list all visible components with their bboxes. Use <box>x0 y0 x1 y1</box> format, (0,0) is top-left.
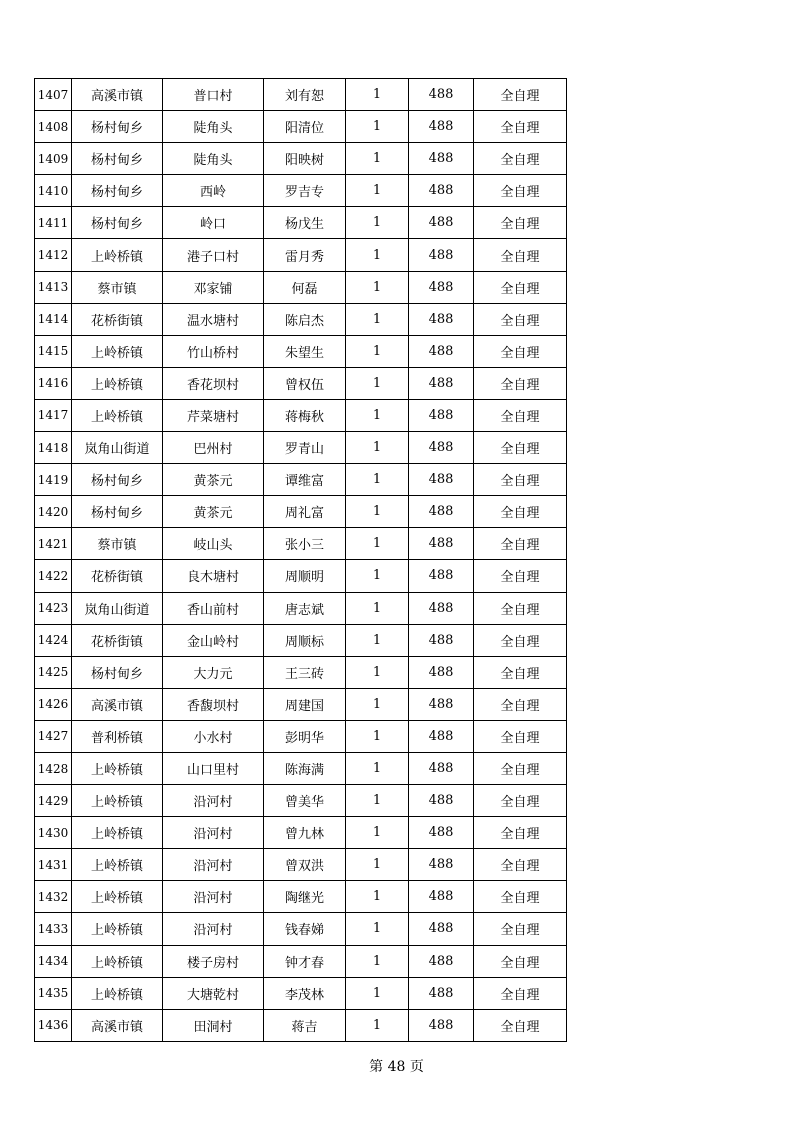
cell-serial-number: 1426 <box>35 688 72 720</box>
cell-amount: 488 <box>409 624 474 656</box>
cell-count: 1 <box>346 175 409 207</box>
cell-village: 竹山桥村 <box>163 335 264 367</box>
cell-township: 上岭桥镇 <box>72 849 163 881</box>
cell-village: 金山岭村 <box>163 624 264 656</box>
cell-name: 张小三 <box>264 528 346 560</box>
table-row <box>35 111 567 143</box>
cell-serial-number: 1415 <box>35 335 72 367</box>
cell-count: 1 <box>346 399 409 431</box>
cell-count: 1 <box>346 271 409 303</box>
table-row <box>35 913 567 945</box>
cell-amount: 488 <box>409 849 474 881</box>
cell-name: 李茂林 <box>264 977 346 1009</box>
cell-care-type: 全自理 <box>474 592 567 624</box>
cell-name: 阳清位 <box>264 111 346 143</box>
cell-amount: 488 <box>409 496 474 528</box>
cell-name: 钟才春 <box>264 945 346 977</box>
cell-township: 杨村甸乡 <box>72 464 163 496</box>
cell-count: 1 <box>346 464 409 496</box>
cell-village: 巴州村 <box>163 432 264 464</box>
cell-serial-number: 1419 <box>35 464 72 496</box>
cell-serial-number: 1435 <box>35 977 72 1009</box>
cell-village: 香花坝村 <box>163 367 264 399</box>
cell-township: 上岭桥镇 <box>72 367 163 399</box>
table-row <box>35 303 567 335</box>
cell-serial-number: 1414 <box>35 303 72 335</box>
cell-township: 杨村甸乡 <box>72 656 163 688</box>
cell-count: 1 <box>346 367 409 399</box>
cell-care-type: 全自理 <box>474 271 567 303</box>
cell-name: 陈海满 <box>264 752 346 784</box>
cell-care-type: 全自理 <box>474 303 567 335</box>
table-row <box>35 752 567 784</box>
table-row <box>35 175 567 207</box>
cell-care-type: 全自理 <box>474 881 567 913</box>
cell-count: 1 <box>346 1009 409 1041</box>
cell-serial-number: 1420 <box>35 496 72 528</box>
cell-amount: 488 <box>409 367 474 399</box>
cell-village: 良木塘村 <box>163 560 264 592</box>
cell-count: 1 <box>346 528 409 560</box>
table-row <box>35 977 567 1009</box>
cell-name: 周顺标 <box>264 624 346 656</box>
cell-township: 高溪市镇 <box>72 1009 163 1041</box>
cell-count: 1 <box>346 945 409 977</box>
table-row <box>35 1009 567 1041</box>
cell-village: 港子口村 <box>163 239 264 271</box>
cell-care-type: 全自理 <box>474 367 567 399</box>
cell-care-type: 全自理 <box>474 464 567 496</box>
page-number: 第 48 页 <box>369 1059 424 1075</box>
cell-count: 1 <box>346 881 409 913</box>
cell-serial-number: 1413 <box>35 271 72 303</box>
table-row <box>35 785 567 817</box>
cell-village: 沿河村 <box>163 881 264 913</box>
cell-name: 陈启杰 <box>264 303 346 335</box>
cell-township: 高溪市镇 <box>72 79 163 111</box>
cell-serial-number: 1429 <box>35 785 72 817</box>
cell-township: 普利桥镇 <box>72 720 163 752</box>
cell-village: 黄茶元 <box>163 496 264 528</box>
cell-count: 1 <box>346 624 409 656</box>
records-table <box>34 78 567 1042</box>
cell-count: 1 <box>346 913 409 945</box>
cell-care-type: 全自理 <box>474 656 567 688</box>
cell-serial-number: 1423 <box>35 592 72 624</box>
table-row <box>35 271 567 303</box>
cell-count: 1 <box>346 656 409 688</box>
cell-amount: 488 <box>409 977 474 1009</box>
cell-amount: 488 <box>409 945 474 977</box>
cell-township: 杨村甸乡 <box>72 207 163 239</box>
cell-care-type: 全自理 <box>474 945 567 977</box>
table-row <box>35 496 567 528</box>
cell-township: 上岭桥镇 <box>72 239 163 271</box>
table-row <box>35 881 567 913</box>
cell-name: 刘有恕 <box>264 79 346 111</box>
cell-name: 蒋吉 <box>264 1009 346 1041</box>
cell-village: 沿河村 <box>163 849 264 881</box>
cell-serial-number: 1433 <box>35 913 72 945</box>
cell-care-type: 全自理 <box>474 720 567 752</box>
cell-amount: 488 <box>409 303 474 335</box>
cell-name: 陶继光 <box>264 881 346 913</box>
cell-name: 雷月秀 <box>264 239 346 271</box>
cell-amount: 488 <box>409 656 474 688</box>
cell-township: 岚角山街道 <box>72 592 163 624</box>
table-row <box>35 945 567 977</box>
cell-amount: 488 <box>409 111 474 143</box>
cell-amount: 488 <box>409 399 474 431</box>
cell-count: 1 <box>346 79 409 111</box>
cell-serial-number: 1421 <box>35 528 72 560</box>
table-row <box>35 656 567 688</box>
cell-name: 周顺明 <box>264 560 346 592</box>
cell-care-type: 全自理 <box>474 528 567 560</box>
cell-amount: 488 <box>409 335 474 367</box>
cell-amount: 488 <box>409 528 474 560</box>
cell-amount: 488 <box>409 720 474 752</box>
table-row <box>35 367 567 399</box>
cell-count: 1 <box>346 977 409 1009</box>
cell-care-type: 全自理 <box>474 849 567 881</box>
cell-name: 蒋梅秋 <box>264 399 346 431</box>
cell-serial-number: 1422 <box>35 560 72 592</box>
cell-amount: 488 <box>409 785 474 817</box>
cell-count: 1 <box>346 720 409 752</box>
table-row <box>35 464 567 496</box>
cell-serial-number: 1409 <box>35 143 72 175</box>
table-row <box>35 207 567 239</box>
cell-count: 1 <box>346 817 409 849</box>
cell-count: 1 <box>346 111 409 143</box>
cell-village: 沿河村 <box>163 785 264 817</box>
cell-serial-number: 1418 <box>35 432 72 464</box>
cell-village: 邓家铺 <box>163 271 264 303</box>
cell-amount: 488 <box>409 464 474 496</box>
cell-serial-number: 1430 <box>35 817 72 849</box>
cell-township: 蔡市镇 <box>72 271 163 303</box>
table-row <box>35 720 567 752</box>
cell-township: 上岭桥镇 <box>72 399 163 431</box>
cell-care-type: 全自理 <box>474 207 567 239</box>
cell-serial-number: 1425 <box>35 656 72 688</box>
cell-township: 上岭桥镇 <box>72 913 163 945</box>
cell-amount: 488 <box>409 592 474 624</box>
cell-name: 杨戊生 <box>264 207 346 239</box>
cell-amount: 488 <box>409 271 474 303</box>
cell-name: 周建国 <box>264 688 346 720</box>
cell-village: 沿河村 <box>163 913 264 945</box>
cell-township: 上岭桥镇 <box>72 785 163 817</box>
cell-count: 1 <box>346 496 409 528</box>
cell-township: 杨村甸乡 <box>72 175 163 207</box>
cell-care-type: 全自理 <box>474 977 567 1009</box>
cell-care-type: 全自理 <box>474 111 567 143</box>
cell-count: 1 <box>346 239 409 271</box>
cell-village: 普口村 <box>163 79 264 111</box>
cell-care-type: 全自理 <box>474 785 567 817</box>
cell-township: 杨村甸乡 <box>72 111 163 143</box>
cell-village: 黄茶元 <box>163 464 264 496</box>
cell-care-type: 全自理 <box>474 175 567 207</box>
cell-village: 沿河村 <box>163 817 264 849</box>
cell-township: 上岭桥镇 <box>72 977 163 1009</box>
cell-serial-number: 1417 <box>35 399 72 431</box>
table-row <box>35 79 567 111</box>
cell-name: 彭明华 <box>264 720 346 752</box>
cell-serial-number: 1408 <box>35 111 72 143</box>
cell-care-type: 全自理 <box>474 335 567 367</box>
table-row <box>35 592 567 624</box>
cell-serial-number: 1410 <box>35 175 72 207</box>
cell-amount: 488 <box>409 752 474 784</box>
cell-township: 高溪市镇 <box>72 688 163 720</box>
cell-village: 陡角头 <box>163 111 264 143</box>
table-row <box>35 560 567 592</box>
cell-care-type: 全自理 <box>474 432 567 464</box>
cell-amount: 488 <box>409 143 474 175</box>
cell-care-type: 全自理 <box>474 399 567 431</box>
cell-village: 大力元 <box>163 656 264 688</box>
cell-serial-number: 1431 <box>35 849 72 881</box>
cell-care-type: 全自理 <box>474 496 567 528</box>
cell-village: 小水村 <box>163 720 264 752</box>
cell-serial-number: 1436 <box>35 1009 72 1041</box>
cell-care-type: 全自理 <box>474 913 567 945</box>
table-row <box>35 239 567 271</box>
cell-village: 香山前村 <box>163 592 264 624</box>
cell-township: 上岭桥镇 <box>72 945 163 977</box>
cell-amount: 488 <box>409 881 474 913</box>
cell-village: 温水塘村 <box>163 303 264 335</box>
cell-serial-number: 1432 <box>35 881 72 913</box>
cell-care-type: 全自理 <box>474 688 567 720</box>
table-row <box>35 143 567 175</box>
cell-township: 杨村甸乡 <box>72 496 163 528</box>
cell-name: 朱望生 <box>264 335 346 367</box>
cell-name: 曾九林 <box>264 817 346 849</box>
cell-serial-number: 1416 <box>35 367 72 399</box>
cell-township: 花桥街镇 <box>72 560 163 592</box>
cell-township: 岚角山街道 <box>72 432 163 464</box>
table-row <box>35 817 567 849</box>
cell-name: 王三砖 <box>264 656 346 688</box>
cell-amount: 488 <box>409 207 474 239</box>
cell-village: 香馥坝村 <box>163 688 264 720</box>
cell-name: 曾权伍 <box>264 367 346 399</box>
cell-village: 田洞村 <box>163 1009 264 1041</box>
cell-township: 杨村甸乡 <box>72 143 163 175</box>
cell-township: 花桥街镇 <box>72 303 163 335</box>
cell-care-type: 全自理 <box>474 79 567 111</box>
table-row <box>35 335 567 367</box>
cell-village: 岐山头 <box>163 528 264 560</box>
cell-count: 1 <box>346 688 409 720</box>
cell-amount: 488 <box>409 817 474 849</box>
cell-township: 上岭桥镇 <box>72 335 163 367</box>
cell-count: 1 <box>346 335 409 367</box>
cell-amount: 488 <box>409 688 474 720</box>
cell-name: 曾双洪 <box>264 849 346 881</box>
cell-serial-number: 1434 <box>35 945 72 977</box>
cell-serial-number: 1407 <box>35 79 72 111</box>
table-row <box>35 849 567 881</box>
table-row <box>35 688 567 720</box>
cell-amount: 488 <box>409 1009 474 1041</box>
cell-count: 1 <box>346 849 409 881</box>
cell-serial-number: 1412 <box>35 239 72 271</box>
table-row <box>35 528 567 560</box>
cell-village: 楼子房村 <box>163 945 264 977</box>
cell-name: 何磊 <box>264 271 346 303</box>
cell-name: 唐志斌 <box>264 592 346 624</box>
cell-serial-number: 1427 <box>35 720 72 752</box>
cell-name: 谭维富 <box>264 464 346 496</box>
cell-name: 罗青山 <box>264 432 346 464</box>
cell-count: 1 <box>346 143 409 175</box>
cell-name: 周礼富 <box>264 496 346 528</box>
cell-amount: 488 <box>409 560 474 592</box>
cell-serial-number: 1424 <box>35 624 72 656</box>
cell-count: 1 <box>346 560 409 592</box>
records-table-body <box>35 79 567 1042</box>
cell-care-type: 全自理 <box>474 239 567 271</box>
cell-serial-number: 1411 <box>35 207 72 239</box>
cell-count: 1 <box>346 207 409 239</box>
cell-care-type: 全自理 <box>474 143 567 175</box>
cell-name: 钱春娣 <box>264 913 346 945</box>
table-row <box>35 624 567 656</box>
cell-care-type: 全自理 <box>474 560 567 592</box>
cell-village: 山口里村 <box>163 752 264 784</box>
cell-township: 上岭桥镇 <box>72 881 163 913</box>
cell-amount: 488 <box>409 79 474 111</box>
cell-village: 大塘乾村 <box>163 977 264 1009</box>
cell-name: 阳映树 <box>264 143 346 175</box>
cell-amount: 488 <box>409 175 474 207</box>
cell-care-type: 全自理 <box>474 624 567 656</box>
table-row <box>35 432 567 464</box>
cell-care-type: 全自理 <box>474 752 567 784</box>
cell-care-type: 全自理 <box>474 1009 567 1041</box>
table-row <box>35 399 567 431</box>
cell-amount: 488 <box>409 913 474 945</box>
cell-township: 蔡市镇 <box>72 528 163 560</box>
cell-village: 芹菜塘村 <box>163 399 264 431</box>
cell-amount: 488 <box>409 239 474 271</box>
cell-count: 1 <box>346 785 409 817</box>
cell-count: 1 <box>346 752 409 784</box>
cell-count: 1 <box>346 592 409 624</box>
cell-village: 西岭 <box>163 175 264 207</box>
cell-name: 罗吉专 <box>264 175 346 207</box>
cell-amount: 488 <box>409 432 474 464</box>
cell-count: 1 <box>346 303 409 335</box>
cell-village: 陡角头 <box>163 143 264 175</box>
cell-township: 上岭桥镇 <box>72 817 163 849</box>
cell-serial-number: 1428 <box>35 752 72 784</box>
cell-count: 1 <box>346 432 409 464</box>
cell-care-type: 全自理 <box>474 817 567 849</box>
cell-township: 上岭桥镇 <box>72 752 163 784</box>
cell-township: 花桥街镇 <box>72 624 163 656</box>
cell-village: 岭口 <box>163 207 264 239</box>
cell-name: 曾美华 <box>264 785 346 817</box>
